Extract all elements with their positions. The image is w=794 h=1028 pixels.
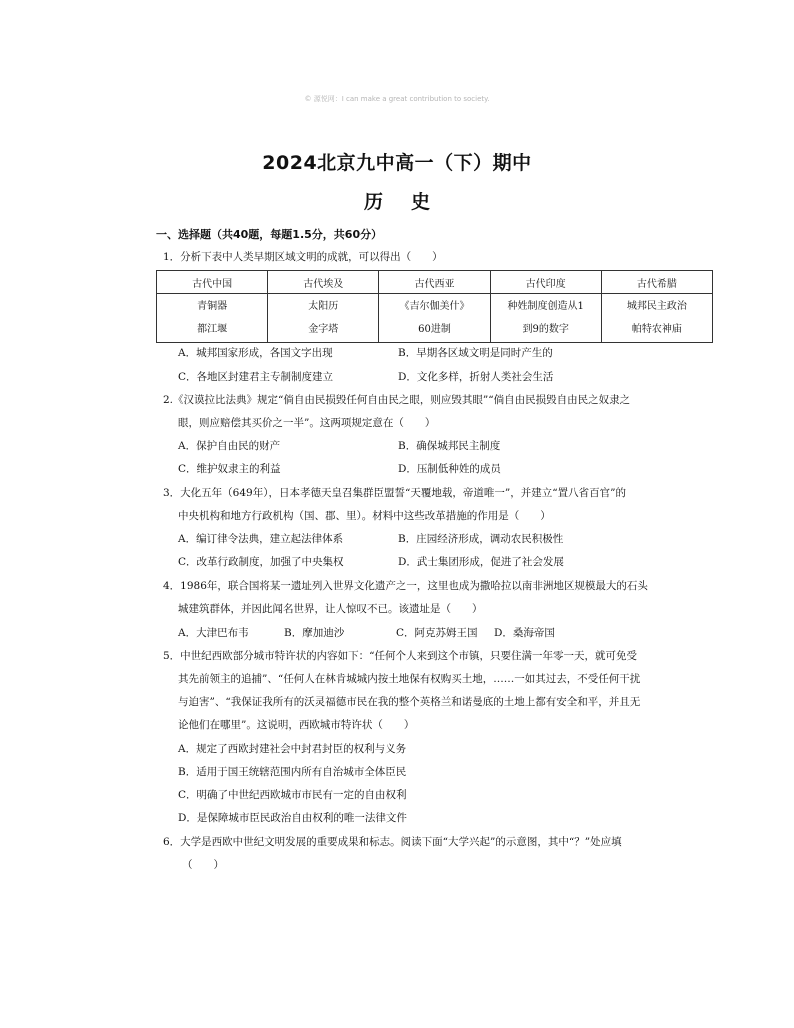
question-5-line-3: 与迫害”、“我保证我所有的沃灵福德市民在我的整个英格兰和诺曼底的土地上都有安全和平，并且无 bbox=[178, 696, 641, 708]
section-header: 一、选择题（共40题，每题1.5分，共60分） bbox=[156, 228, 383, 241]
question-3-line-1: 3．大化五年（649年），日本孝德天皇召集群臣盟誓“天覆地载，帝道唯一”，并建立“置八省百官”的 bbox=[163, 487, 626, 499]
question-3-line-2: 中央机构和地方行政机构（国、郡、里）。材料中这些改革措施的作用是（ ） bbox=[178, 510, 551, 522]
table-cell: 太阳历 金字塔 bbox=[268, 294, 379, 343]
q4-option-d: D．桑海帝国 bbox=[494, 627, 555, 639]
question-5-line-2: 其先前领主的追捕”、“任何人在林肯城城内按土地保有权购买土地，……一如其过去，不受任何干扰 bbox=[178, 673, 641, 685]
question-5-line-4: 论他们在哪里”。这说明，西欧城市特许状（ ） bbox=[178, 719, 415, 731]
q4-option-b: B．摩加迪沙 bbox=[284, 627, 345, 639]
table-header-cell: 古代西亚 bbox=[379, 271, 490, 294]
q1-option-b: B．早期各区域文明是同时产生的 bbox=[398, 347, 553, 359]
q1-option-d: D．文化多样，折射人类社会生活 bbox=[398, 371, 554, 383]
question-2-line-2: 眼，则应赔偿其买价之一半”。这两项规定意在（ ） bbox=[178, 417, 436, 429]
subject-title: 历史 bbox=[363, 191, 458, 213]
q4-option-c: C．阿克苏姆王国 bbox=[396, 627, 478, 639]
q3-option-d: D．武士集团形成，促进了社会发展 bbox=[398, 556, 564, 568]
table-header-cell: 古代印度 bbox=[490, 271, 601, 294]
q3-option-a: A．编订律令法典，建立起法律体系 bbox=[178, 533, 344, 545]
q5-option-b: B．适用于国王统辖范围内所有自治城市全体臣民 bbox=[178, 766, 407, 778]
q4-option-a: A．大津巴布韦 bbox=[178, 627, 249, 639]
q3-option-b: B．庄园经济形成，调动农民积极性 bbox=[398, 533, 564, 545]
civilization-table bbox=[156, 270, 713, 343]
question-2-line-1: 2.《汉谟拉比法典》规定“倘自由民损毁任何自由民之眼，则应毁其眼”“倘自由民损毁自由民之奴隶之 bbox=[163, 394, 631, 406]
q2-option-a: A．保护自由民的财产 bbox=[178, 440, 281, 452]
question-4-line-1: 4．1986年，联合国将某一遗址列入世界文化遗产之一，这里也成为撒哈拉以南非洲地区规模最大的石头 bbox=[163, 580, 648, 592]
q5-option-d: D．是保障城市臣民政治自由权利的唯一法律文件 bbox=[178, 812, 407, 824]
question-6-line-1: 6．大学是西欧中世纪文明发展的重要成果和标志。阅读下面“大学兴起”的示意图，其中“？”处应填 bbox=[163, 836, 622, 848]
question-5-line-1: 5．中世纪西欧部分城市特许状的内容如下：“任何个人来到这个市镇，只要住满一年零一天，就可免受 bbox=[163, 650, 638, 662]
q1-option-a: A．城邦国家形成，各国文字出现 bbox=[178, 347, 333, 359]
table-header-row bbox=[157, 271, 713, 294]
table-header-cell: 古代中国 bbox=[157, 271, 268, 294]
table-cell: 城邦民主政治 帕特农神庙 bbox=[601, 294, 712, 343]
q2-option-c: C．维护奴隶主的利益 bbox=[178, 463, 281, 475]
question-6-line-2: （ ） bbox=[182, 859, 224, 871]
table-header-cell: 古代埃及 bbox=[268, 271, 379, 294]
table-cell: 《吉尔伽美什》 60进制 bbox=[379, 294, 490, 343]
q1-option-c: C．各地区封建君主专制制度建立 bbox=[178, 371, 334, 383]
q5-option-c: C．明确了中世纪西欧城市市民有一定的自由权利 bbox=[178, 789, 407, 801]
q3-option-c: C．改革行政制度，加强了中央集权 bbox=[178, 556, 344, 568]
q5-option-a: A．规定了西欧封建社会中封君封臣的权利与义务 bbox=[178, 743, 407, 755]
page-title: 2024北京九中高一（下）期中 bbox=[262, 152, 532, 174]
question-1-stem: 1．分析下表中人类早期区域文明的成就，可以得出（ ） bbox=[163, 251, 443, 263]
table-cell: 青铜器 都江堰 bbox=[157, 294, 268, 343]
question-4-line-2: 城建筑群体，并因此闻名世界，让人惊叹不已。该遗址是（ ） bbox=[178, 603, 483, 615]
table-header-cell: 古代希腊 bbox=[601, 271, 712, 294]
q2-option-b: B．确保城邦民主制度 bbox=[398, 440, 501, 452]
table-cell: 种姓制度创造从1 到9的数字 bbox=[490, 294, 601, 343]
watermark: © 源悦网：I can make a great contribution to society. bbox=[304, 95, 490, 103]
q2-option-d: D．压制低种姓的成员 bbox=[398, 463, 501, 475]
table-row bbox=[157, 294, 713, 343]
